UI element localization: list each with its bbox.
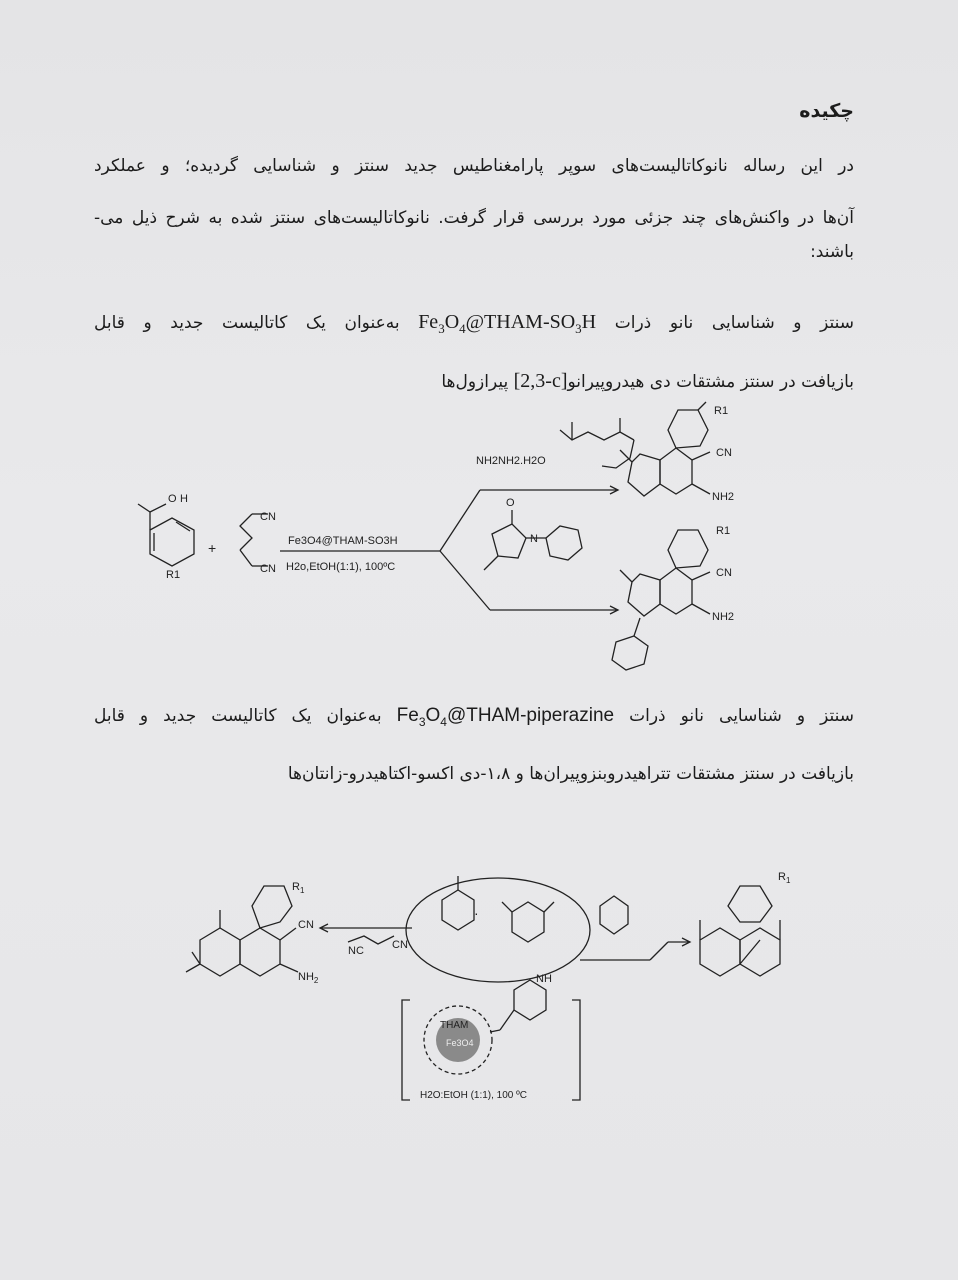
- tham-label: THAM: [440, 1020, 469, 1031]
- pyrazolone-o: O: [506, 497, 515, 509]
- tetrahydrobenzopyran-product: [200, 928, 240, 976]
- xanthene-product: [700, 928, 740, 976]
- product-1-pyran: [660, 448, 692, 494]
- cn-label-d: CN: [716, 567, 732, 579]
- s2-nh: NH: [536, 973, 552, 985]
- cn-label-c: CN: [716, 447, 732, 459]
- catalyst-label: Fe3O4@THAM-SO3H: [288, 535, 398, 547]
- piperazine-ring: [514, 980, 546, 1020]
- section2-formula: $Fe_3O_4@THAM$-piperazine: [396, 705, 615, 729]
- oval-dimedone: [512, 902, 544, 942]
- r1-label-b: R1: [714, 405, 729, 417]
- ring-fusion-label: [2,3-c]: [513, 370, 568, 392]
- ethyl-acetoacetate: [560, 430, 634, 440]
- s2-r1-a: $R_1$: [292, 881, 305, 895]
- section2-line-1: [94, 690, 854, 748]
- section1-post: به‌عنوان یک کاتالیست جدید و قابل: [94, 313, 400, 333]
- section2-pre: سنتز و شناسایی نانو ذرات: [629, 706, 854, 726]
- s2-dot: ·: [474, 905, 479, 921]
- cn-label-a: CN: [260, 511, 276, 523]
- pyrazolone-n: N: [530, 533, 538, 545]
- pyrazolone: [492, 524, 526, 558]
- abstract-title: چکیده: [799, 100, 854, 122]
- aldehyde-h: H: [180, 493, 188, 505]
- section1-paragraph: [94, 296, 854, 408]
- intro-line-1: در این رساله نانوکاتالیست‌های سوپر پارامغناطیس جدید سنتز و شناسایی گردیده؛ و عملکرد: [94, 156, 854, 176]
- benzaldehyde-ring: [150, 518, 194, 566]
- section2-paragraph: [94, 690, 854, 800]
- section1-formula: $Fe_3O_4@THAM-SO_3H$: [418, 311, 597, 336]
- intro-line-2: آن‌ها در واکنش‌های چند جزئی مورد بررسی قرار گرفت. نانوکاتالیست‌های سنتز شده به شرح ذیل می-: [94, 208, 854, 228]
- bracket-left: [402, 1000, 410, 1100]
- conditions-label: H2o,EtOH(1:1), 100ºC: [286, 561, 396, 573]
- s2-nh2-a: $NH_2$: [298, 971, 319, 985]
- r1-label-a: R1: [166, 569, 181, 581]
- section2-post: به‌عنوان یک کاتالیست جدید و قابل: [94, 706, 382, 726]
- section1-line-1: [94, 296, 854, 355]
- product-2-pyran: [660, 568, 692, 614]
- oval-benzaldehyde: [442, 890, 474, 930]
- plus-sign: +: [208, 540, 217, 556]
- intro-line-3: باشند:: [810, 242, 854, 262]
- section1-line2-pre: بازیافت در سنتز مشتقات دی هیدروپیرانو: [567, 372, 854, 392]
- fe3o4-label: Fe3O4: [446, 1038, 474, 1048]
- section2-line-2: بازیافت در سنتز مشتقات تتراهیدروبنزوپیران‌ها و ۱،۸-دی اکسو-اکتاهیدرو-زانتان‌ها: [287, 763, 854, 784]
- s2-cn-c: CN: [392, 939, 408, 951]
- hydrazine-label: NH2NH2.H2O: [476, 455, 546, 467]
- s2-cn-b: NC: [348, 945, 364, 957]
- r1-label-c: R1: [716, 525, 731, 537]
- section1-line2-post: پیرازول‌ها: [441, 372, 509, 392]
- nh2-label-b: NH2: [712, 611, 735, 623]
- reaction-scheme-2: [180, 850, 820, 1110]
- section1-pre: سنتز و شناسایی نانو ذرات: [614, 313, 854, 333]
- reactants-oval: [406, 878, 590, 982]
- reaction-scheme-1: [120, 400, 820, 690]
- bracket-right: [572, 1000, 580, 1100]
- nh2-label-a: NH2: [712, 491, 735, 503]
- s2-r1-b: $R_1$: [778, 871, 791, 885]
- cn-label-b: CN: [260, 563, 276, 575]
- aldehyde-o: O: [168, 493, 177, 505]
- intro-paragraph: [94, 140, 854, 278]
- s2-cn-a: CN: [298, 919, 314, 931]
- s2-conditions: H2O:EtOH (1:1), 100 ºC: [420, 1090, 528, 1101]
